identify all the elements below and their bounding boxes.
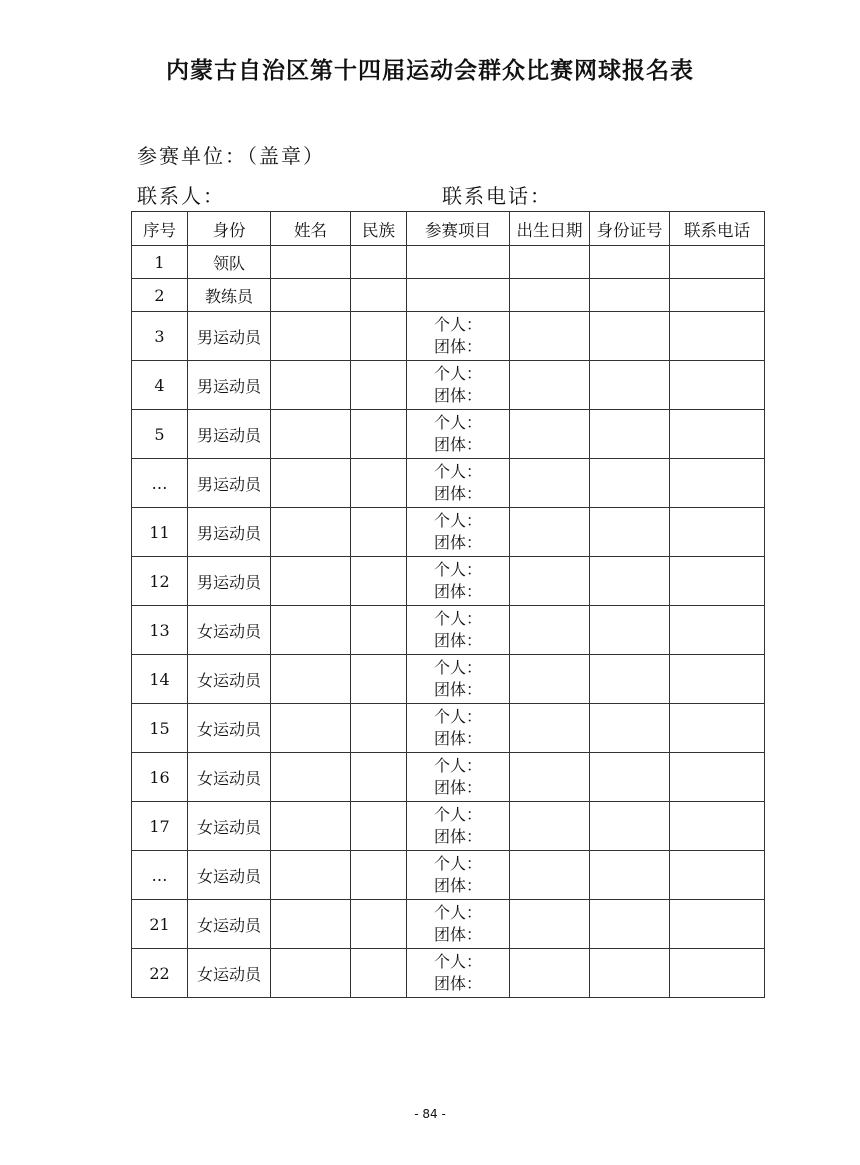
event-cell[interactable]: [407, 508, 510, 557]
event-team-label: 团体：: [433, 386, 482, 405]
event-individual-label: 个人：: [433, 560, 482, 579]
id-number-cell[interactable]: [590, 459, 670, 508]
event-individual-label: 个人：: [433, 364, 482, 383]
table-row: [132, 312, 765, 361]
row-number: 12: [132, 557, 188, 606]
row-number: 22: [132, 949, 188, 998]
row-role: 领队: [188, 246, 271, 279]
ethnicity-cell[interactable]: [351, 753, 407, 802]
id-number-cell[interactable]: [590, 851, 670, 900]
registration-table: [131, 211, 765, 998]
birthdate-cell[interactable]: [510, 361, 590, 410]
phone-cell[interactable]: [670, 949, 765, 998]
name-cell[interactable]: [271, 410, 351, 459]
row-number: 17: [132, 802, 188, 851]
page-title: 内蒙古自治区第十四届运动会群众比赛网球报名表: [166, 58, 694, 84]
event-team-label: 团体：: [433, 827, 482, 846]
event-cell[interactable]: [407, 312, 510, 361]
event-cell[interactable]: [407, 361, 510, 410]
id-number-cell[interactable]: [590, 606, 670, 655]
name-cell[interactable]: [271, 279, 351, 312]
row-number: 3: [132, 312, 188, 361]
name-cell[interactable]: [271, 459, 351, 508]
id-number-cell[interactable]: [590, 246, 670, 279]
row-number: …: [132, 851, 188, 900]
table-row: [132, 753, 765, 802]
event-team-label: 团体：: [433, 435, 482, 454]
ethnicity-cell[interactable]: [351, 361, 407, 410]
id-number-cell[interactable]: [590, 557, 670, 606]
event-cell[interactable]: [407, 704, 510, 753]
row-role: 女运动员: [188, 802, 271, 851]
participating-unit-label: 参赛单位：（盖章）: [137, 144, 325, 168]
ethnicity-cell[interactable]: [351, 900, 407, 949]
header-role: 身份: [188, 212, 271, 246]
row-role: 男运动员: [188, 312, 271, 361]
table-row: [132, 802, 765, 851]
event-cell[interactable]: [407, 655, 510, 704]
birthdate-cell[interactable]: [510, 557, 590, 606]
row-number: 13: [132, 606, 188, 655]
ethnicity-cell[interactable]: [351, 557, 407, 606]
row-role: 女运动员: [188, 949, 271, 998]
name-cell[interactable]: [271, 802, 351, 851]
event-cell[interactable]: [407, 606, 510, 655]
event-individual-label: 个人：: [433, 903, 482, 922]
event-cell[interactable]: [407, 851, 510, 900]
phone-cell[interactable]: [670, 410, 765, 459]
phone-cell[interactable]: [670, 655, 765, 704]
id-number-cell[interactable]: [590, 655, 670, 704]
birthdate-cell[interactable]: [510, 900, 590, 949]
event-team-label: 团体：: [433, 484, 482, 503]
event-cell[interactable]: [407, 410, 510, 459]
birthdate-cell[interactable]: [510, 704, 590, 753]
row-number: 16: [132, 753, 188, 802]
event-individual-label: 个人：: [433, 952, 482, 971]
row-role: 女运动员: [188, 753, 271, 802]
event-cell[interactable]: [407, 900, 510, 949]
event-team-label: 团体：: [433, 337, 482, 356]
ethnicity-cell[interactable]: [351, 312, 407, 361]
event-cell[interactable]: [407, 753, 510, 802]
event-team-label: 团体：: [433, 778, 482, 797]
event-cell[interactable]: [407, 557, 510, 606]
row-role: 男运动员: [188, 459, 271, 508]
row-role: 男运动员: [188, 361, 271, 410]
event-cell[interactable]: [407, 802, 510, 851]
phone-cell[interactable]: [670, 312, 765, 361]
birthdate-cell[interactable]: [510, 246, 590, 279]
id-number-cell[interactable]: [590, 900, 670, 949]
header-id-number: 身份证号: [590, 212, 670, 246]
event-team-label: 团体：: [433, 533, 482, 552]
table-row: [132, 704, 765, 753]
birthdate-cell[interactable]: [510, 508, 590, 557]
id-number-cell[interactable]: [590, 508, 670, 557]
event-individual-label: 个人：: [433, 854, 482, 873]
event-team-label: 团体：: [433, 925, 482, 944]
phone-cell[interactable]: [670, 753, 765, 802]
contact-person-label: 联系人：: [137, 184, 225, 208]
phone-cell[interactable]: [670, 802, 765, 851]
table-row: [132, 655, 765, 704]
row-role: 男运动员: [188, 508, 271, 557]
event-team-label: 团体：: [433, 631, 482, 650]
ethnicity-cell[interactable]: [351, 851, 407, 900]
header-no: 序号: [132, 212, 188, 246]
ethnicity-cell[interactable]: [351, 949, 407, 998]
table-row: [132, 949, 765, 998]
birthdate-cell[interactable]: [510, 606, 590, 655]
row-number: 1: [132, 246, 188, 279]
event-cell[interactable]: [407, 459, 510, 508]
name-cell[interactable]: [271, 361, 351, 410]
phone-cell[interactable]: [670, 704, 765, 753]
event-cell[interactable]: [407, 279, 510, 312]
birthdate-cell[interactable]: [510, 312, 590, 361]
page-number: - 84 -: [414, 1107, 446, 1121]
table-row: [132, 410, 765, 459]
table-row: [132, 279, 765, 312]
row-role: 教练员: [188, 279, 271, 312]
phone-cell[interactable]: [670, 246, 765, 279]
row-role: 女运动员: [188, 655, 271, 704]
table-row: [132, 246, 765, 279]
name-cell[interactable]: [271, 900, 351, 949]
header-phone: 联系电话: [670, 212, 765, 246]
event-team-label: 团体：: [433, 974, 482, 993]
name-cell[interactable]: [271, 851, 351, 900]
row-number: 4: [132, 361, 188, 410]
name-cell[interactable]: [271, 557, 351, 606]
row-role: 男运动员: [188, 410, 271, 459]
name-cell[interactable]: [271, 606, 351, 655]
id-number-cell[interactable]: [590, 312, 670, 361]
row-number: 14: [132, 655, 188, 704]
event-cell[interactable]: [407, 246, 510, 279]
id-number-cell[interactable]: [590, 704, 670, 753]
phone-cell[interactable]: [670, 279, 765, 312]
event-individual-label: 个人：: [433, 756, 482, 775]
ethnicity-cell[interactable]: [351, 606, 407, 655]
name-cell[interactable]: [271, 655, 351, 704]
ethnicity-cell[interactable]: [351, 802, 407, 851]
birthdate-cell[interactable]: [510, 802, 590, 851]
event-individual-label: 个人：: [433, 707, 482, 726]
event-individual-label: 个人：: [433, 805, 482, 824]
header-name: 姓名: [271, 212, 351, 246]
birthdate-cell[interactable]: [510, 655, 590, 704]
name-cell[interactable]: [271, 949, 351, 998]
phone-cell[interactable]: [670, 459, 765, 508]
row-number: 5: [132, 410, 188, 459]
event-team-label: 团体：: [433, 582, 482, 601]
row-number: 15: [132, 704, 188, 753]
birthdate-cell[interactable]: [510, 279, 590, 312]
name-cell[interactable]: [271, 312, 351, 361]
name-cell[interactable]: [271, 704, 351, 753]
header-birthdate: 出生日期: [510, 212, 590, 246]
birthdate-cell[interactable]: [510, 753, 590, 802]
table-row: [132, 459, 765, 508]
birthdate-cell[interactable]: [510, 949, 590, 998]
id-number-cell[interactable]: [590, 753, 670, 802]
id-number-cell[interactable]: [590, 361, 670, 410]
ethnicity-cell[interactable]: [351, 459, 407, 508]
phone-cell[interactable]: [670, 557, 765, 606]
contact-phone-label: 联系电话：: [442, 184, 552, 208]
table-row: [132, 900, 765, 949]
event-individual-label: 个人：: [433, 511, 482, 530]
id-number-cell[interactable]: [590, 949, 670, 998]
table-row: [132, 851, 765, 900]
row-role: 女运动员: [188, 606, 271, 655]
event-cell[interactable]: [407, 949, 510, 998]
id-number-cell[interactable]: [590, 279, 670, 312]
row-role: 女运动员: [188, 704, 271, 753]
phone-cell[interactable]: [670, 606, 765, 655]
event-individual-label: 个人：: [433, 658, 482, 677]
phone-cell[interactable]: [670, 508, 765, 557]
ethnicity-cell[interactable]: [351, 704, 407, 753]
ethnicity-cell[interactable]: [351, 655, 407, 704]
table-row: [132, 557, 765, 606]
ethnicity-cell[interactable]: [351, 410, 407, 459]
name-cell[interactable]: [271, 508, 351, 557]
birthdate-cell[interactable]: [510, 851, 590, 900]
row-role: 女运动员: [188, 851, 271, 900]
phone-cell[interactable]: [670, 900, 765, 949]
table-header-row: [132, 212, 765, 246]
table-row: [132, 508, 765, 557]
ethnicity-cell[interactable]: [351, 246, 407, 279]
row-number: 2: [132, 279, 188, 312]
event-team-label: 团体：: [433, 876, 482, 895]
row-role: 女运动员: [188, 900, 271, 949]
ethnicity-cell[interactable]: [351, 279, 407, 312]
id-number-cell[interactable]: [590, 410, 670, 459]
row-number: 21: [132, 900, 188, 949]
birthdate-cell[interactable]: [510, 410, 590, 459]
phone-cell[interactable]: [670, 851, 765, 900]
event-individual-label: 个人：: [433, 609, 482, 628]
id-number-cell[interactable]: [590, 802, 670, 851]
table-row: [132, 606, 765, 655]
phone-cell[interactable]: [670, 361, 765, 410]
event-team-label: 团体：: [433, 729, 482, 748]
ethnicity-cell[interactable]: [351, 508, 407, 557]
table-row: [132, 361, 765, 410]
name-cell[interactable]: [271, 753, 351, 802]
event-individual-label: 个人：: [433, 413, 482, 432]
row-number: …: [132, 459, 188, 508]
header-ethnicity: 民族: [351, 212, 407, 246]
event-team-label: 团体：: [433, 680, 482, 699]
row-role: 男运动员: [188, 557, 271, 606]
header-event: 参赛项目: [407, 212, 510, 246]
event-individual-label: 个人：: [433, 462, 482, 481]
birthdate-cell[interactable]: [510, 459, 590, 508]
row-number: 11: [132, 508, 188, 557]
name-cell[interactable]: [271, 246, 351, 279]
event-individual-label: 个人：: [433, 315, 482, 334]
